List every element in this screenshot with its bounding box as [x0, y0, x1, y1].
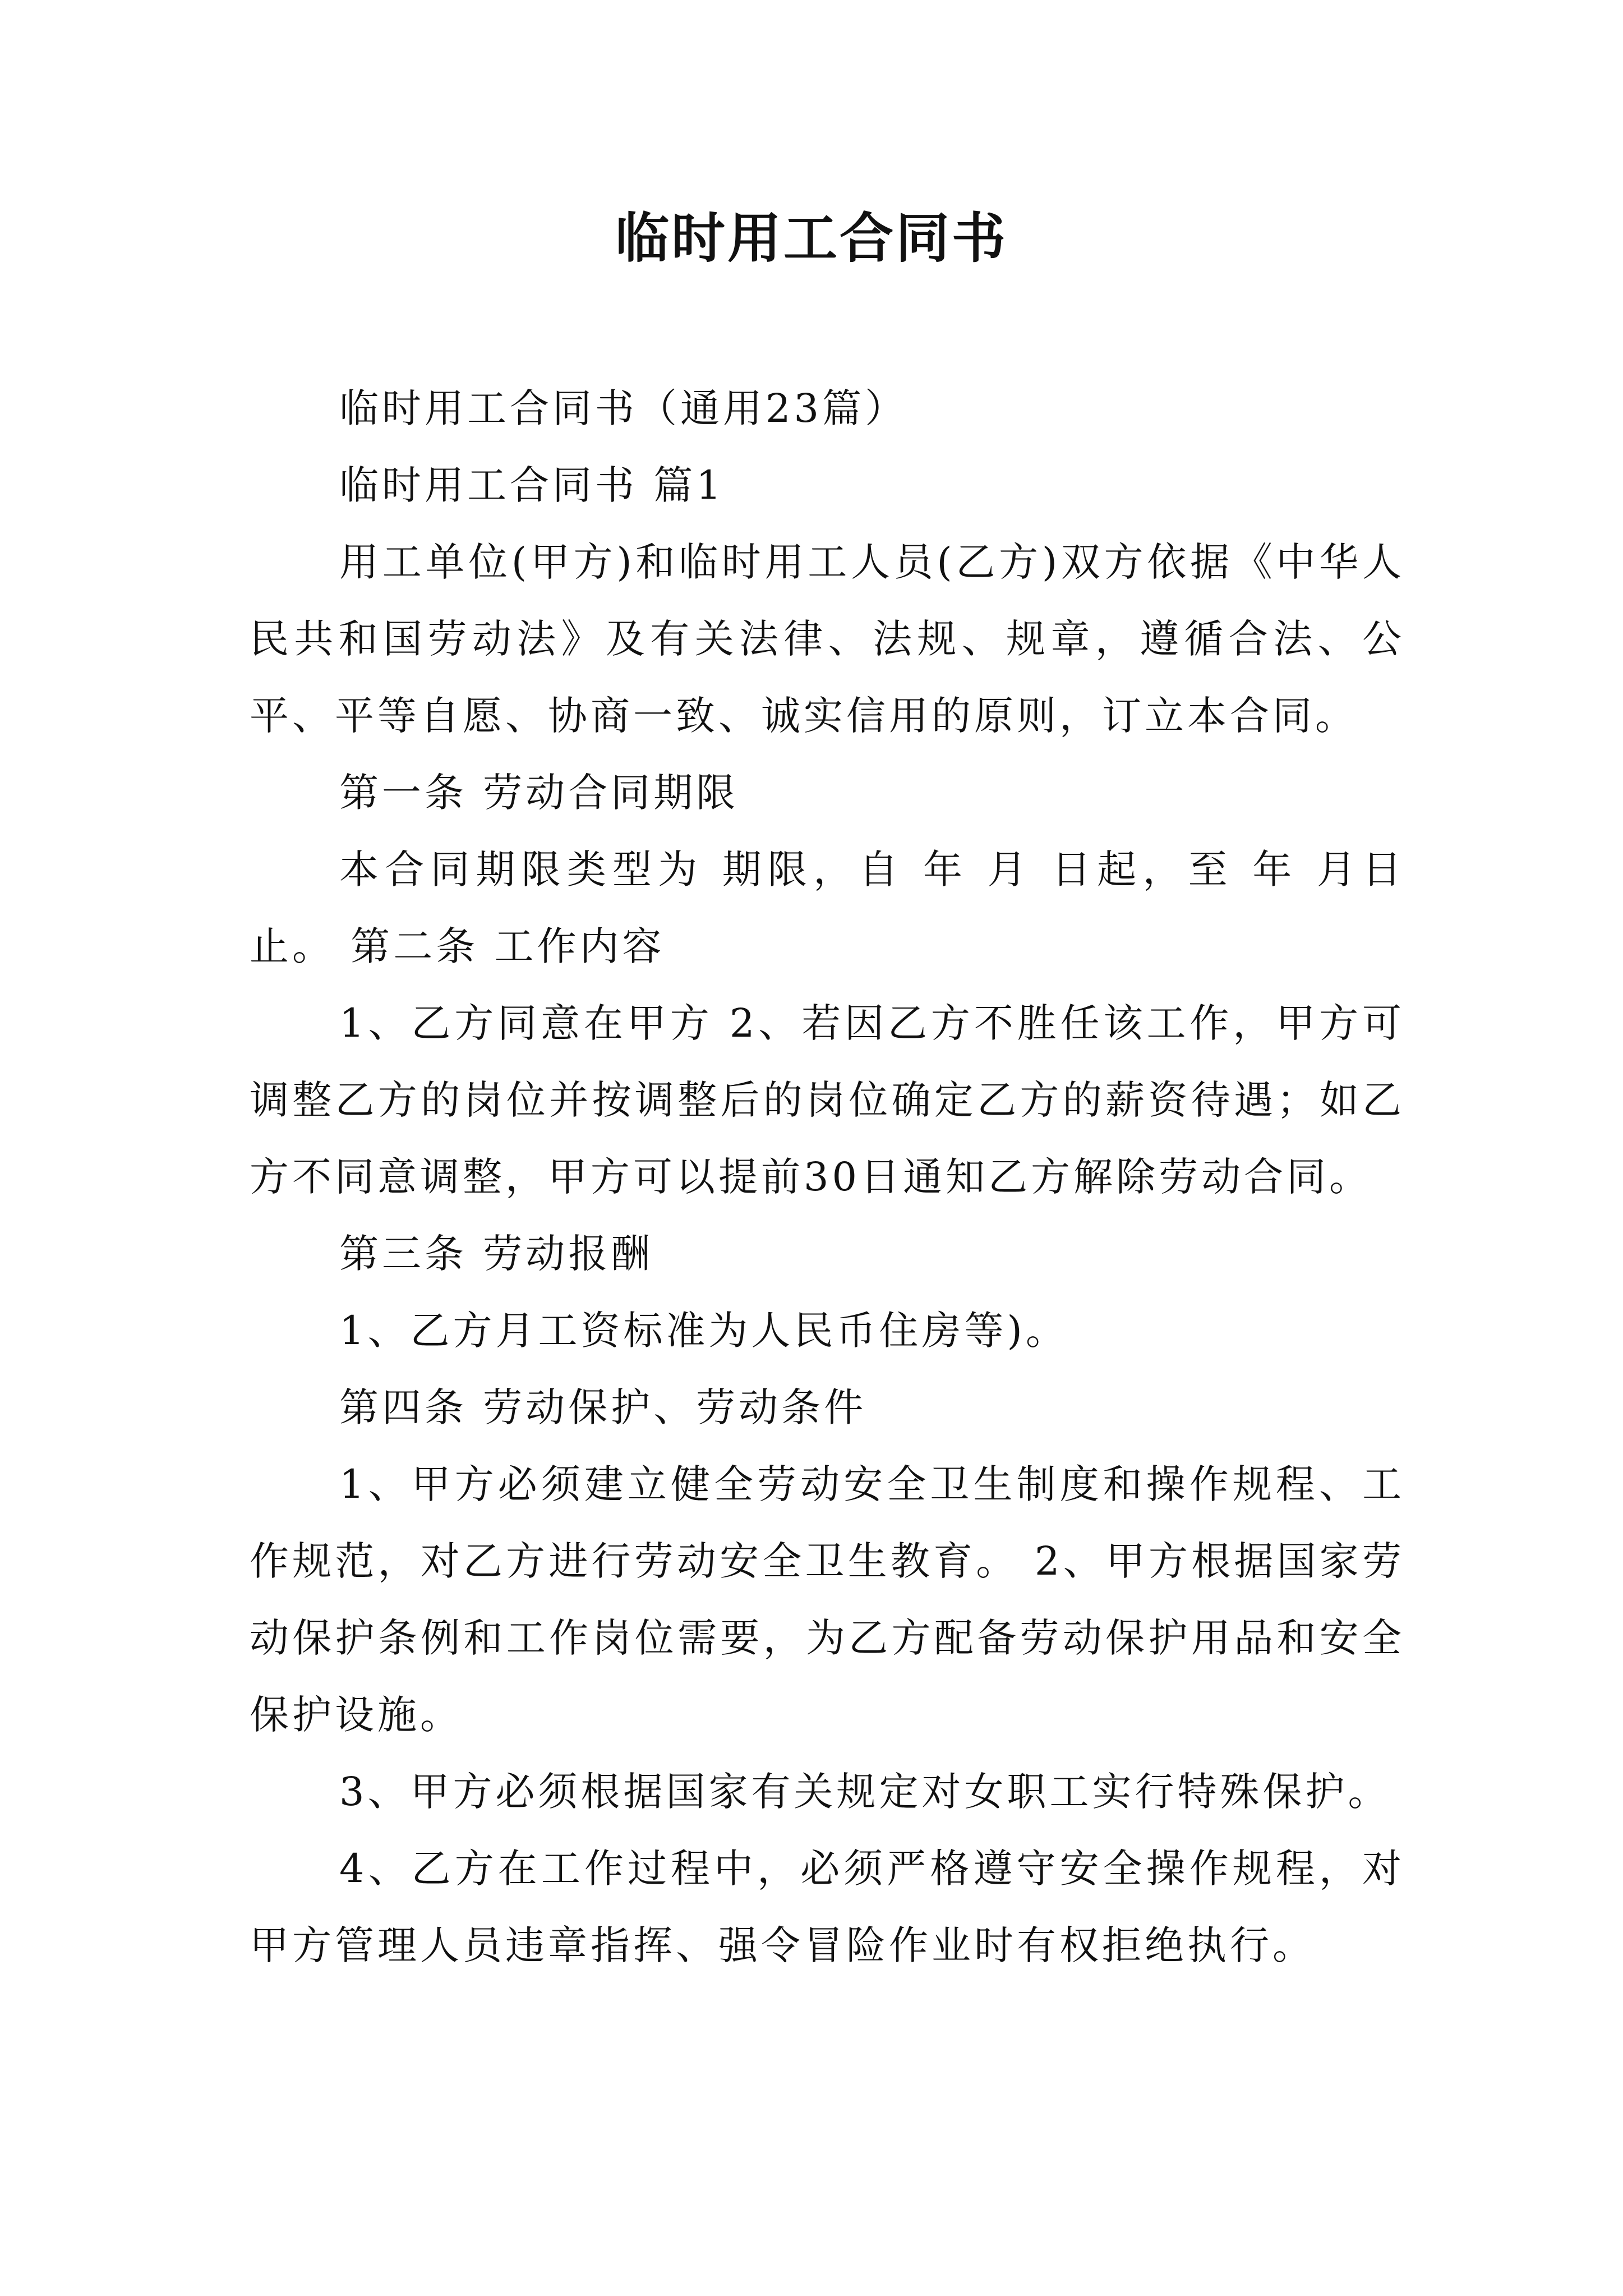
paragraph-article-3-heading: 第三条 劳动报酬 [339, 1231, 654, 1277]
paragraph-preamble: 用工单位(甲方)和临时用工人员(乙方)双方依据《中华人民共和国劳动法》及有关法律、法规、规章，遵循合法、公平、平等自愿、协商一致、诚实信用的原则，订立本合同。 [250, 539, 1405, 739]
paragraph-subtitle: 临时用工合同书（通用23篇） [339, 385, 908, 431]
paragraph-work-content: 1、乙方同意在甲方 2、若因乙方不胜任该工作，甲方可调整乙方的岗位并按调整后的岗位确定乙方的薪资待遇；如乙方不同意调整，甲方可以提前30日通知乙方解除劳动合同。 [250, 1000, 1405, 1200]
paragraph-safe-operation: 4、乙方在工作过程中，必须严格遵守安全操作规程，对甲方管理人员违章指挥、强令冒险作业时有权拒绝执行。 [250, 1846, 1405, 1968]
paragraph-wage-standard: 1、乙方月工资标准为人民币住房等)。 [339, 1308, 1068, 1354]
paragraph-contract-term: 本合同期限类型为 期限，自 年 月 日起，至 年 月日止。 第二条 工作内容 [250, 846, 1405, 969]
paragraph-section-heading: 临时用工合同书 篇1 [339, 462, 725, 508]
paragraph-female-protection: 3、甲方必须根据国家有关规定对女职工实行特殊保护。 [339, 1769, 1391, 1815]
document-body [250, 370, 1405, 1984]
paragraph-article-4-heading: 第四条 劳动保护、劳动条件 [339, 1384, 867, 1430]
document-title: 临时用工合同书 [615, 206, 1008, 270]
paragraph-safety-system: 1、甲方必须建立健全劳动安全卫生制度和操作规程、工作规范，对乙方进行劳动安全卫生教育。 2、甲方根据国家劳动保护条例和工作岗位需要，为乙方配备劳动保护用品和安全保护设施。 [250, 1461, 1405, 1738]
paragraph-article-1-heading: 第一条 劳动合同期限 [339, 770, 739, 816]
